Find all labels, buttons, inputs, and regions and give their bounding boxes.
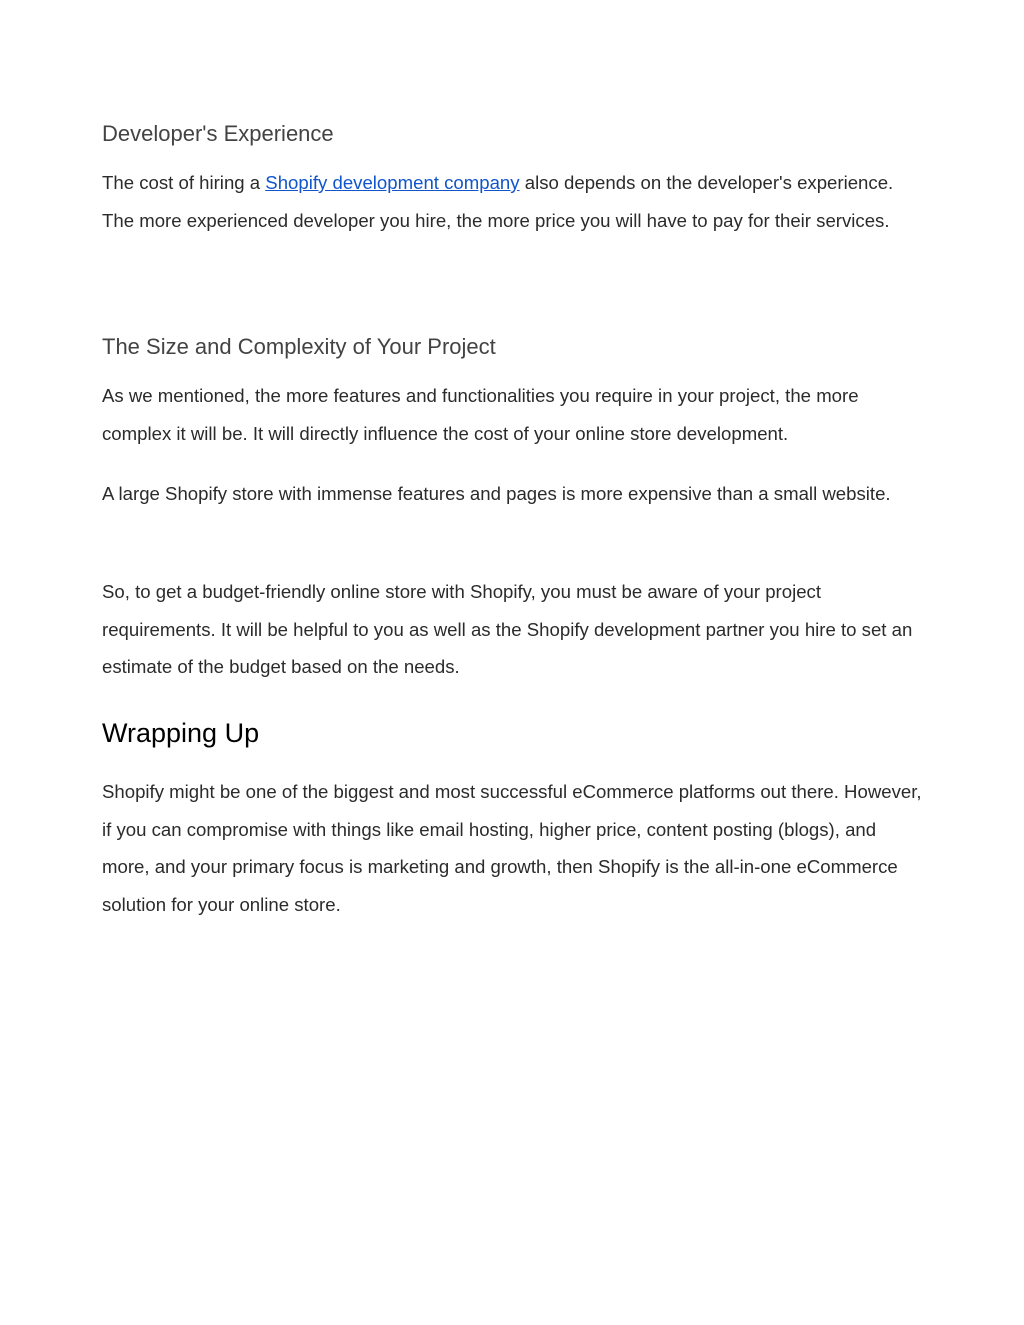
shopify-development-company-link[interactable]: Shopify development company [265,172,520,193]
heading-developers-experience: Developer's Experience [102,121,334,146]
paragraph-text-after-link: also depends on the developer's experience. The more experienced developer you hire, the more price you will have to pay for their services. [102,172,894,231]
paragraph-size-complexity-2: A large Shopify store with immense features and pages is more expensive than a small website. [102,483,891,504]
paragraph-developers-experience [102,164,924,239]
heading-wrapping-up: Wrapping Up [102,718,260,748]
heading-size-and-complexity: The Size and Complexity of Your Project [102,334,496,359]
paragraph-wrapping-up: Shopify might be one of the biggest and most successful eCommerce platforms out there. However, if you can compromise with things like email hosting, higher price, content posting (blogs), and more, and your primary focus is marketing and growth, then Shopify is the all-in-one eCommerce solution for your online store. [102,781,922,915]
paragraph-text-before-link: The cost of hiring a [102,172,266,193]
paragraph-size-complexity-3: So, to get a budget-friendly online store with Shopify, you must be aware of your project requirements. It will be helpful to you as well as the Shopify development partner you hire to set an estimate of the budget based on the needs. [102,581,913,677]
paragraph-size-complexity-1: As we mentioned, the more features and functionalities you require in your project, the more complex it will be. It will directly influence the cost of your online store development. [102,385,859,444]
